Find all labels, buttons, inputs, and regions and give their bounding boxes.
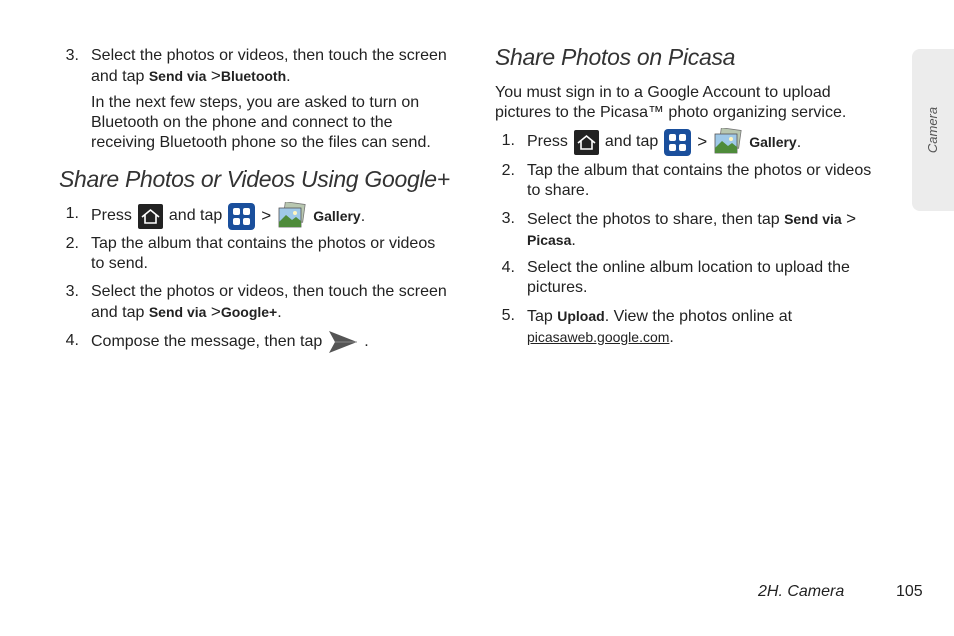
picasa-web-link[interactable]: picasaweb.google.com bbox=[527, 329, 670, 345]
send-via-label: Send via bbox=[148, 304, 207, 320]
step-number: 1. bbox=[65, 205, 79, 222]
step-number: 3. bbox=[65, 283, 79, 300]
send-via-label: Send via bbox=[784, 211, 842, 227]
gallery-icon bbox=[713, 128, 743, 156]
home-icon bbox=[138, 204, 163, 229]
gallery-label: Gallery bbox=[313, 207, 361, 224]
step-1-picasa: 1. Press and tap > Gallery. bbox=[495, 128, 900, 156]
chapter-side-tab bbox=[912, 49, 954, 211]
send-via-label: Send via bbox=[148, 68, 207, 84]
section-heading-google-plus: Share Photos or Videos Using Google+ bbox=[59, 166, 450, 192]
step-number: 2. bbox=[501, 162, 515, 179]
intro-paragraph: You must sign in to a Google Account to upload pictures to the Picasa™ photo organizing service. bbox=[495, 84, 847, 121]
step-number: 4. bbox=[65, 332, 79, 349]
gallery-icon bbox=[277, 202, 307, 230]
step-number: 4. bbox=[501, 259, 515, 276]
side-tab-label: Camera bbox=[925, 106, 940, 154]
step-number: 3. bbox=[65, 47, 79, 64]
step-number: 5. bbox=[501, 307, 515, 324]
upload-label: Upload bbox=[557, 308, 605, 324]
step-number: 3. bbox=[501, 210, 515, 227]
footer-section-title: 2H. Camera bbox=[758, 583, 845, 600]
google-plus-label: Google+ bbox=[220, 304, 278, 320]
step-number: 1. bbox=[501, 132, 515, 149]
picasa-label: Picasa bbox=[527, 232, 572, 248]
step-4-google-plus: 4. Compose the message, then tap . bbox=[59, 328, 469, 356]
footer-page-number: 105 bbox=[896, 583, 923, 600]
bluetooth-label: Bluetooth bbox=[220, 68, 287, 84]
apps-icon bbox=[664, 129, 691, 156]
send-icon bbox=[328, 329, 358, 355]
step-text-line: Select the photos or videos, then touch the screen bbox=[91, 47, 447, 64]
apps-icon bbox=[228, 203, 255, 230]
step-note: In the next few steps, you are asked to turn on Bluetooth on the phone and connect to the receiving Bluetooth phone so the files can send. bbox=[91, 94, 431, 151]
step-1-google-plus: 1. Press and tap > Gallery. bbox=[59, 202, 469, 230]
gallery-label: Gallery bbox=[749, 133, 797, 150]
step-text-line: and tap Send via >Bluetooth. bbox=[91, 66, 291, 85]
section-heading-picasa: Share Photos on Picasa bbox=[495, 44, 736, 70]
step-number: 2. bbox=[65, 235, 79, 252]
home-icon bbox=[574, 130, 599, 155]
